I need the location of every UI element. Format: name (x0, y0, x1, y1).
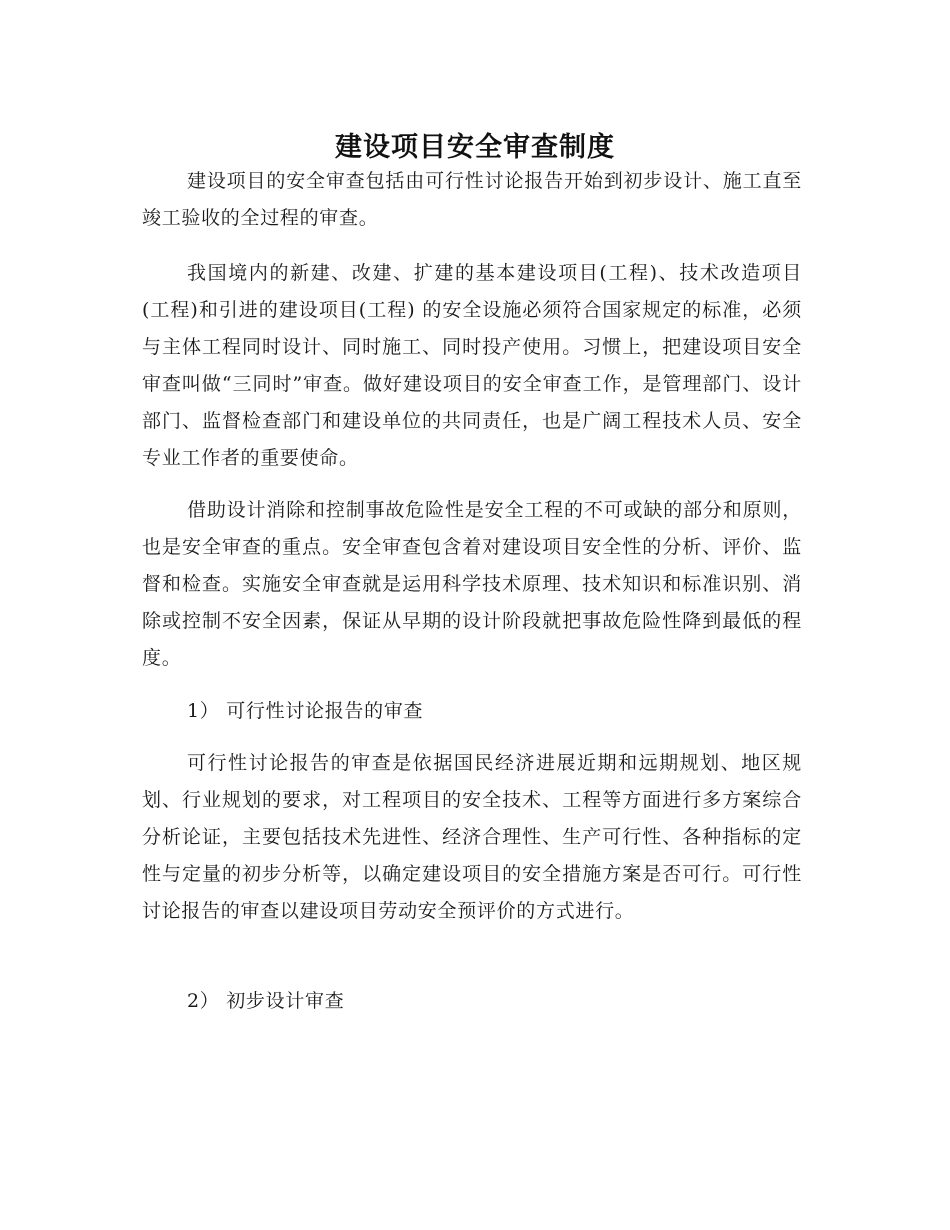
document-title: 建设项目安全审查制度 (335, 132, 615, 164)
section-heading-feasibility: 1） 可行性讨论报告的审查 (187, 700, 424, 722)
paragraph-three-simultaneous: 我国境内的新建、改建、扩建的基本建设项目(工程)、技术改造项目(工程)和引进的建设项目(工程) 的安全设施必须符合国家规定的标准，必须与主体工程同时设计、同时施工、同时投产使用。习惯上，把建设项目安全审查叫做“三同时”审查。做好建设项目的安全审查工作，是管理部门、设计部门、监督检查部门和建设单位的共同责任，也是广阔工程技术人员、安全专业工作者的重要使命。 (142, 262, 802, 469)
paragraph-design-principle: 借助设计消除和控制事故危险性是安全工程的不可或缺的部分和原则，也是安全审查的重点。安全审查包含着对建设项目安全性的分析、评价、监督和检查。实施安全审查就是运用科学技术原理、技术知识和标准识别、消除或控制不安全因素，保证从早期的设计阶段就把事故危险性降到最低的程度。 (142, 499, 802, 669)
paragraph-intro: 建设项目的安全审查包括由可行性讨论报告开始到初步设计、施工直至竣工验收的全过程的审查。 (142, 170, 802, 229)
section-heading-preliminary-design: 2） 初步设计审查 (187, 990, 345, 1012)
paragraph-feasibility-review: 可行性讨论报告的审查是依据国民经济进展近期和远期规划、地区规划、行业规划的要求，对工程项目的安全技术、工程等方面进行多方案综合分析论证，主要包括技术先进性、经济合理性、生产可行性、各种指标的定性与定量的初步分析等，以确定建设项目的安全措施方案是否可行。可行性讨论报告的审查以建设项目劳动安全预评价的方式进行。 (142, 752, 802, 922)
